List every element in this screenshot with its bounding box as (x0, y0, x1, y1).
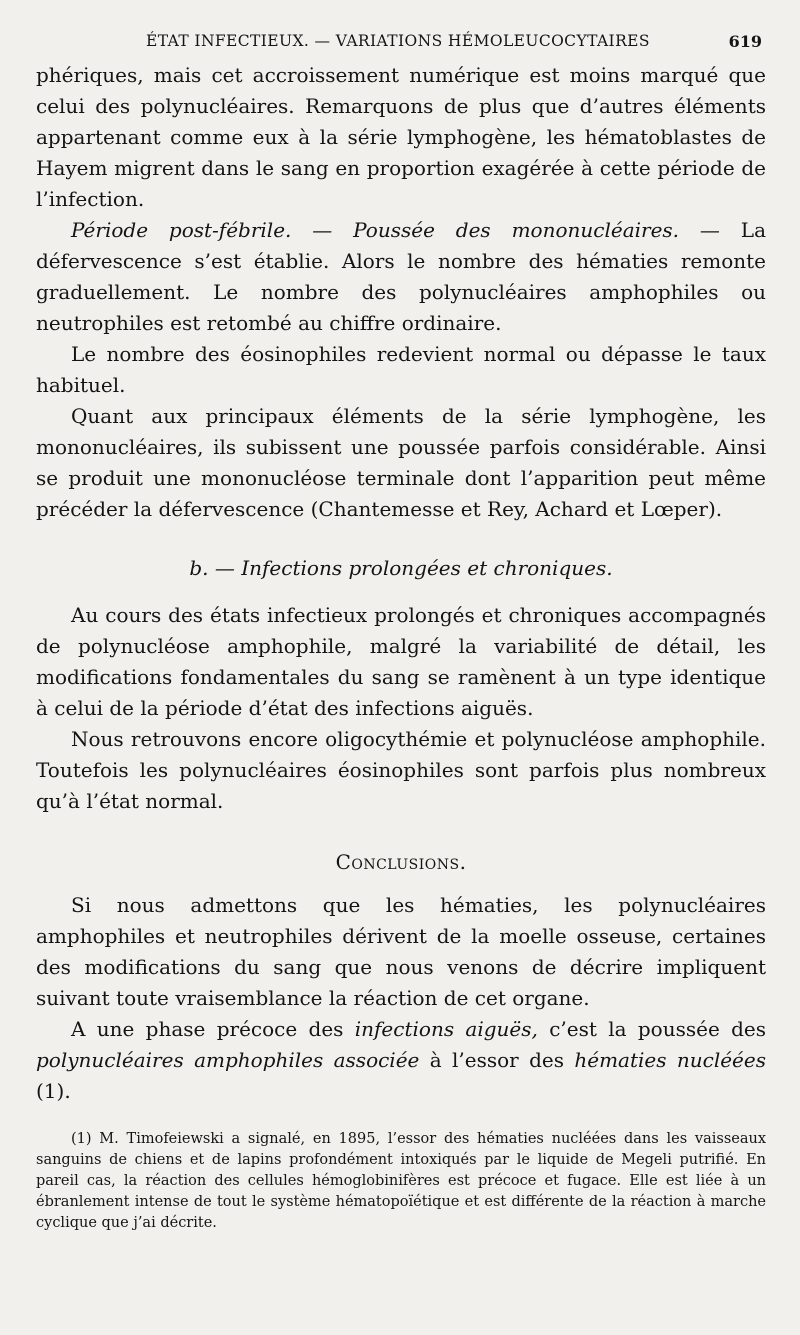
paragraph-text: — La défervescence s’est établie. Alors le nombre des hématies remonte graduellement. Le nombre des polynucléaires amphophiles ou neutrophiles est retombé au chiffre ordinaire. (36, 218, 766, 335)
running-header (36, 20, 766, 60)
document-page (36, 20, 766, 1320)
paragraph-eosinophiles: Le nombre des éosinophiles redevient normal ou dépasse le taux habituel. (36, 342, 766, 397)
italic-fragment: polynucléaires amphophiles associée (36, 1048, 420, 1072)
paragraph-conclusion-2 (36, 1014, 766, 1107)
running-title: ÉTAT INFECTIEUX. — VARIATIONS HÉMOLEUCOCYTAIRES (146, 32, 650, 50)
section-heading-b: b. — Infections prolongées et chroniques. (189, 556, 613, 580)
text-fragment: A une phase précoce des (71, 1017, 355, 1041)
paragraph-chroniques: Au cours des états infectieux prolongés et chroniques accompagnés de polynucléose amphophile, malgré la variabilité de détail, les modifications fondamentales du sang se ramènent à un type identique à celui de la période d’état des infections aiguës. (36, 603, 766, 720)
paragraph-continuation: phériques, mais cet accroissement numérique est moins marqué que celui des polynucléaires. Remarquons de plus que d’autres éléments appartenant comme eux à la série lymphogène, les hématoblastes de Hayem migrent dans le sang en proportion exagérée à cette période de l’infection. (36, 63, 766, 211)
italic-fragment: hématies nucléées (574, 1048, 766, 1072)
body-text (36, 60, 766, 1107)
footnote-reference: (1). (36, 1079, 71, 1103)
paragraph-conclusion-1: Si nous admettons que les hématies, les polynucléaires amphophiles et neutrophiles dérivent de la moelle osseuse, certaines des modifications du sang que nous venons de décrire impliquent suivant toute vraisemblance la réaction de cet organe. (36, 893, 766, 1010)
section-title-post-febrile: Période post-fébrile. — Poussée des mononucléaires. (71, 218, 680, 242)
footnote: (1) M. Timofeiewski a signalé, en 1895, l’essor des hématies nucléées dans les vaisseaux sanguins de chiens et de lapins profondément intoxiqués par le liquide de Megeli putrifié. En pareil cas, la réaction des cellules hémoglobinifères est précoce et fugace. Elle est liée à un ébranlement intense de tout le système hématopoïétique et est différente de la réaction à marche cyclique que j’ai décrite. (36, 1131, 766, 1231)
section-heading-conclusions: Conclusions. (335, 850, 467, 874)
page-number: 619 (728, 32, 762, 51)
paragraph-mononucleaires: Quant aux principaux éléments de la série lymphogène, les mononucléaires, ils subissent une poussée parfois considérable. Ainsi se produit une mononucléose terminale dont l’apparition peut même précéder la défervescence (Chantemesse et Rey, Achard et Lœper). (36, 404, 766, 521)
paragraph-oligocythemie: Nous retrouvons encore oligocythémie et polynucléose amphophile. Toutefois les polynucléaires éosinophiles sont parfois plus nombreux qu’à l’état normal. (36, 727, 766, 813)
paragraph-post-febrile (36, 215, 766, 339)
text-fragment: c’est la poussée des (537, 1017, 767, 1041)
italic-fragment: infections aiguës, (354, 1017, 538, 1041)
text-fragment: à l’essor des (419, 1048, 575, 1072)
